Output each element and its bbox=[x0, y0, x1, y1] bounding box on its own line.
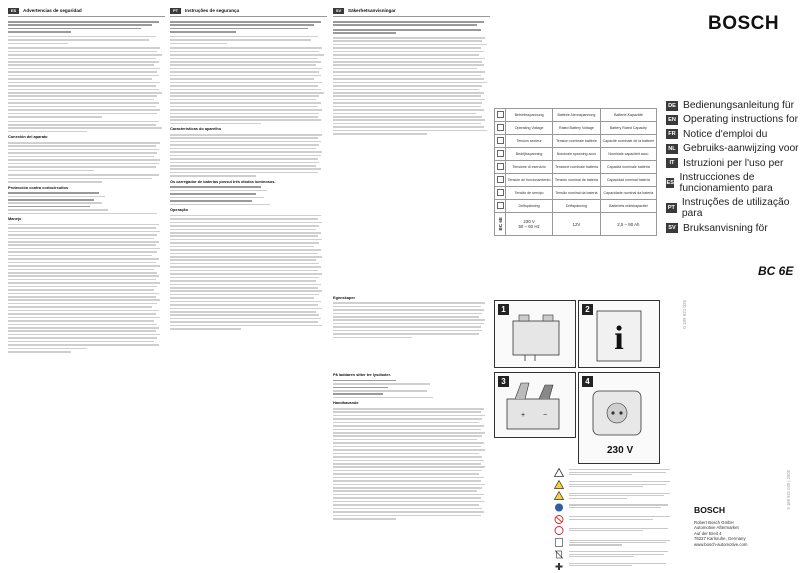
recycle-icon bbox=[552, 468, 565, 477]
table-cell: Tensión de funcionamiento bbox=[506, 174, 553, 187]
flag-box bbox=[497, 176, 504, 183]
language-code: NL bbox=[666, 144, 678, 154]
flag-cell bbox=[495, 161, 506, 174]
subheading: På laddaren sitter tre lysdioder. bbox=[333, 372, 391, 378]
voltage-cell: 230 V 50 – 60 Hz bbox=[506, 213, 553, 236]
body-text bbox=[170, 215, 327, 330]
table-cell: Capacité nominale de la batterie bbox=[600, 135, 656, 148]
figure-4 bbox=[578, 372, 660, 464]
flag-cell bbox=[495, 135, 506, 148]
section-title: Advertencias de seguridad bbox=[23, 7, 82, 13]
figure-3 bbox=[494, 372, 576, 438]
table-cell: Tensión nominal de batería bbox=[553, 174, 601, 187]
table-row bbox=[495, 148, 657, 161]
company-logo: BOSCH bbox=[694, 505, 726, 515]
language-label: Instruções de utilização para bbox=[681, 197, 790, 220]
language-item bbox=[666, 129, 800, 140]
table-cell: Rated Battery Voltage bbox=[553, 122, 601, 135]
list-item bbox=[552, 480, 674, 489]
language-item bbox=[666, 100, 800, 111]
flag-box bbox=[497, 150, 504, 157]
body-text bbox=[8, 21, 165, 132]
address-line: Robert Bosch GmbH bbox=[694, 520, 734, 525]
list-item bbox=[552, 550, 674, 559]
section-header-sv bbox=[333, 8, 490, 17]
body-text bbox=[170, 134, 327, 177]
language-code: DE bbox=[666, 101, 678, 111]
language-tag: ES bbox=[8, 8, 19, 14]
column-pt bbox=[170, 8, 327, 332]
explosion-warning-icon bbox=[552, 480, 565, 489]
table-row bbox=[495, 135, 657, 148]
table-row bbox=[495, 122, 657, 135]
table-cell: Tensione di esercizio bbox=[506, 161, 553, 174]
flag-box bbox=[497, 124, 504, 131]
table-row bbox=[495, 109, 657, 122]
language-label: Bruksanvisning för bbox=[683, 222, 768, 234]
table-row bbox=[495, 187, 657, 200]
body-text bbox=[170, 21, 327, 124]
list-item bbox=[552, 515, 674, 524]
table-cell: Batterie-Nennspannung bbox=[553, 109, 601, 122]
figure-number: 3 bbox=[498, 376, 509, 387]
language-item bbox=[666, 158, 800, 169]
figure-number: 4 bbox=[582, 376, 593, 387]
body-text bbox=[8, 142, 165, 182]
address-line: 76227 Karlsruhe, Germany bbox=[694, 536, 746, 542]
document-code: 0 189 921 025 bbox=[682, 300, 687, 329]
language-label: Instrucciones de funcionamiento para bbox=[679, 171, 773, 194]
subheading: Handhavande bbox=[333, 400, 359, 406]
language-code: FR bbox=[666, 129, 678, 139]
svg-text:i: i bbox=[614, 320, 624, 357]
language-tag: SV bbox=[333, 8, 344, 14]
model-label: BC 6E bbox=[497, 216, 503, 231]
body-text bbox=[8, 192, 165, 214]
figure-number: 1 bbox=[498, 304, 509, 315]
voltage-label: 230 V bbox=[607, 445, 634, 456]
body-text bbox=[333, 302, 490, 338]
model-name: BC 6E bbox=[758, 264, 794, 278]
address-line: Auf der Breit 4 bbox=[694, 530, 722, 536]
table-row bbox=[495, 213, 657, 236]
language-label: Bedienungsanleitung für bbox=[683, 100, 795, 111]
table-cell: Tensione nominale batteria bbox=[553, 161, 601, 174]
subheading: Os carregador de baterias possui três diodos luminosos. bbox=[170, 178, 276, 184]
flag-cell bbox=[495, 148, 506, 161]
flag-cell bbox=[495, 122, 506, 135]
first-aid-icon bbox=[552, 562, 565, 571]
table-row bbox=[495, 174, 657, 187]
language-code: ES bbox=[666, 179, 674, 186]
table-cell: Tension secteur bbox=[506, 135, 553, 148]
section-title: Säkerhetsanvisningar bbox=[348, 7, 396, 13]
print-code: 5 189 921 025 | 2005 bbox=[786, 470, 791, 510]
children-warning-icon bbox=[552, 526, 565, 535]
language-label: Operating instructions for bbox=[683, 114, 799, 126]
list-item bbox=[552, 538, 674, 547]
body-text bbox=[8, 224, 165, 353]
subheading: Características do aparelho bbox=[170, 126, 222, 132]
language-code: PT bbox=[667, 205, 675, 212]
figure-1 bbox=[494, 300, 576, 368]
read-instructions-icon bbox=[552, 538, 565, 547]
section-header-es bbox=[8, 8, 165, 17]
flag-cell bbox=[495, 200, 506, 213]
symbol-legend bbox=[552, 468, 674, 573]
table-cell: Battery Rated Capacity bbox=[600, 122, 656, 135]
table-cell: Tensão nominal da bateria bbox=[553, 187, 601, 200]
figure-2 bbox=[578, 300, 660, 368]
language-item bbox=[666, 223, 800, 234]
table-cell: Tensão de serviço bbox=[506, 187, 553, 200]
flag-box bbox=[497, 202, 504, 209]
language-tag: PT bbox=[170, 8, 181, 14]
section-header-pt bbox=[170, 8, 327, 17]
bosch-logo: BOSCH bbox=[708, 13, 780, 34]
language-label: Gebruiks-aanwijzing voor bbox=[683, 143, 799, 155]
svg-text:+: + bbox=[521, 412, 526, 419]
column-sv bbox=[333, 8, 490, 521]
body-text bbox=[333, 408, 490, 520]
list-item bbox=[552, 562, 674, 571]
table-cell: Betriebsspannung bbox=[506, 109, 553, 122]
body-text bbox=[333, 380, 490, 399]
section-title: Instruções de segurança bbox=[185, 7, 240, 13]
subheading: Egenskaper bbox=[333, 294, 356, 300]
table-cell: Operating Voltage bbox=[506, 122, 553, 135]
flag-box bbox=[497, 111, 504, 118]
no-fire-icon bbox=[552, 515, 565, 524]
table-cell: Tension nominale batterie bbox=[553, 135, 601, 148]
table-cell: Nominale capaciteit accu bbox=[600, 148, 656, 161]
battery-voltage-cell: 12V bbox=[553, 213, 601, 236]
table-cell: Capacità nominale batteria bbox=[600, 161, 656, 174]
table-cell: Bedrijfsspanning bbox=[506, 148, 553, 161]
table-cell: Capacidad nominal batería bbox=[600, 174, 656, 187]
language-list bbox=[666, 100, 800, 237]
flag-cell bbox=[495, 187, 506, 200]
disposal-icon bbox=[552, 550, 565, 559]
model-cell bbox=[495, 213, 506, 236]
table-cell: Driftspänning bbox=[553, 200, 601, 213]
language-item bbox=[666, 172, 800, 194]
list-item bbox=[552, 526, 674, 535]
language-item bbox=[666, 143, 800, 154]
language-label: Istruzioni per l'uso per bbox=[683, 157, 784, 169]
subheading: Manejo bbox=[8, 216, 22, 222]
language-label: Notice d'emploi du bbox=[683, 128, 768, 140]
body-text bbox=[170, 186, 327, 205]
capacity-cell: 2,5 – 90 Ah bbox=[600, 213, 656, 236]
flag-cell bbox=[495, 109, 506, 122]
flag-cell bbox=[495, 174, 506, 187]
svg-text:−: − bbox=[543, 412, 548, 419]
table-cell: Capacidade nominal da bateria bbox=[600, 187, 656, 200]
subheading: Protección contra cortocircuitos bbox=[8, 184, 69, 190]
table-row bbox=[495, 200, 657, 213]
language-item bbox=[666, 114, 800, 125]
table-row bbox=[495, 161, 657, 174]
language-code: EN bbox=[666, 115, 678, 125]
company-address bbox=[694, 520, 748, 547]
address-line: www.bosch-automotive.com bbox=[694, 541, 748, 547]
column-es bbox=[8, 8, 165, 354]
flag-box bbox=[497, 163, 504, 170]
language-code: SV bbox=[666, 223, 678, 233]
table-cell: Batterie-Kapazität bbox=[600, 109, 656, 122]
list-item bbox=[552, 468, 674, 477]
eye-protection-icon bbox=[552, 503, 565, 512]
address-line: Automotive Aftermarket bbox=[694, 525, 739, 531]
specifications-table bbox=[494, 108, 657, 236]
subheading: Operação bbox=[170, 207, 188, 213]
language-item bbox=[666, 197, 800, 219]
corrosive-warning-icon bbox=[552, 491, 565, 500]
figure-number: 2 bbox=[582, 304, 593, 315]
subheading: Conexión del aparato bbox=[8, 134, 48, 140]
flag-box bbox=[497, 189, 504, 196]
flag-box bbox=[497, 137, 504, 144]
list-item bbox=[552, 491, 674, 500]
language-code: IT bbox=[666, 158, 678, 168]
body-text bbox=[333, 21, 490, 135]
list-item bbox=[552, 503, 674, 512]
table-cell: Driftspänning bbox=[506, 200, 553, 213]
table-cell: Nominale spanning accu bbox=[553, 148, 601, 161]
table-cell: Batteriets märkkapacitet bbox=[600, 200, 656, 213]
